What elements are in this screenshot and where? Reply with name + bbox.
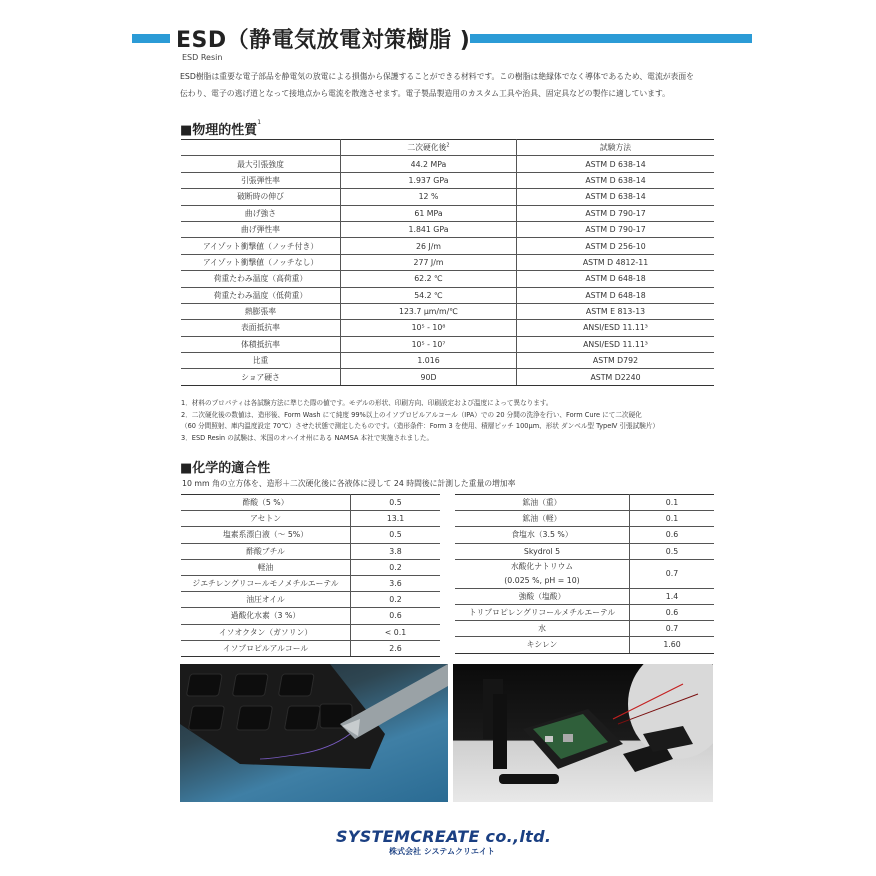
property-name: 曲げ強さ: [181, 205, 341, 221]
weight-gain-value: 1.60: [630, 637, 715, 653]
table-row: [181, 287, 714, 303]
esd-tray-photo: [180, 664, 448, 802]
chemical-name: イソプロピルアルコール: [181, 640, 351, 656]
property-value: 90D: [341, 369, 517, 385]
chemical-table-left: [181, 494, 440, 657]
property-name: 引張弾性率: [181, 172, 341, 188]
company-logo-subtitle: 株式会社 システムクリエイト: [389, 847, 495, 856]
esd-parts-photo: [453, 664, 713, 802]
chemical-name: アセトン: [181, 511, 351, 527]
property-name: 最大引張強度: [181, 156, 341, 172]
intro-paragraph: ESD樹脂は重要な電子部品を静電気の放電による損傷から保護することができる材料です。この樹脂は絶縁体でなく導体であるため、電流が表面を伝わり、電子の逃げ道となって接地点から電流を散逸させます。電子製品製造用のカスタム工具や治具、固定具などの製作に適しています。: [180, 72, 694, 98]
property-value: 10⁵ - 10⁸: [341, 320, 517, 336]
table-row: [181, 156, 714, 172]
weight-gain-value: 3.6: [351, 575, 441, 591]
property-name: 曲げ弾性率: [181, 221, 341, 237]
weight-gain-value: 0.5: [630, 543, 715, 559]
table-row: [455, 588, 714, 604]
company-logo: SYSTEMCREATE co.,ltd.: [336, 827, 552, 846]
physical-properties-heading: ■物理的性質$^1$: [180, 119, 262, 138]
property-value: 277 J/m: [341, 254, 517, 270]
table-row: [181, 303, 714, 319]
property-value: 10⁵ - 10⁷: [341, 336, 517, 352]
property-name: 表面抵抗率: [181, 320, 341, 336]
table-row: [181, 205, 714, 221]
chemical-name: 鉱油（軽）: [455, 511, 630, 527]
table-row: [181, 353, 714, 369]
chemical-name: トリプロピレングリコールメチルエーテル: [455, 604, 630, 620]
table-header-test-method: 試験方法: [517, 140, 715, 156]
table-row: [181, 543, 440, 559]
test-method: ASTM D 638-14: [517, 189, 715, 205]
table-row: [181, 527, 440, 543]
chemical-name: キシレン: [455, 637, 630, 653]
table-row: [181, 172, 714, 188]
property-value: 12 %: [341, 189, 517, 205]
weight-gain-value: < 0.1: [351, 624, 441, 640]
table-header-row: [181, 140, 714, 156]
test-method: ASTM D 790-17: [517, 205, 715, 221]
property-name: 比重: [181, 353, 341, 369]
property-value: 1.841 GPa: [341, 221, 517, 237]
table-row: [181, 575, 440, 591]
weight-gain-value: 0.1: [630, 495, 715, 511]
test-method: ANSI/ESD 11.11³: [517, 320, 715, 336]
weight-gain-value: 2.6: [351, 640, 441, 656]
page-subtitle: ESD Resin: [182, 53, 223, 62]
chemical-description: 10 mm 角の立方体を、造形＋二次硬化後に各液体に浸して 24 時間後に計測した重量の増加率: [182, 479, 516, 488]
title-accent-bar-left: [132, 34, 170, 43]
test-method: ASTM D2240: [517, 369, 715, 385]
property-value: 44.2 MPa: [341, 156, 517, 172]
property-value: 123.7 µm/m/℃: [341, 303, 517, 319]
table-row: [181, 238, 714, 254]
table-row: [181, 592, 440, 608]
chemical-name: 鉱油（重）: [455, 495, 630, 511]
property-value: 54.2 ℃: [341, 287, 517, 303]
chemical-name: 軽油: [181, 559, 351, 575]
title-accent-bar-right: [470, 34, 752, 43]
table-row: [181, 559, 440, 575]
table-row: [181, 608, 440, 624]
footnote: 2．二次硬化後の数値は、造形後、Form Wash にて純度 99%以上のイソプロピルアルコール（IPA）での 20 分間の洗浄を行い、Form Cure にて二次硬化: [181, 410, 642, 419]
chemical-name: 食塩水（3.5 %）: [455, 527, 630, 543]
table-row: [181, 189, 714, 205]
weight-gain-value: 0.2: [351, 592, 441, 608]
table-row: [455, 621, 714, 637]
table-row: [181, 271, 714, 287]
footnote: 1．材料のプロパティは各試験方法に準じた際の値です。モデルの形状、印刷方向、印刷設定および温度によって異なります。: [181, 399, 553, 407]
chemical-name: [455, 559, 630, 588]
table-row: [181, 336, 714, 352]
chemical-name: 強酸（塩酸）: [455, 588, 630, 604]
test-method: ANSI/ESD 11.11³: [517, 336, 715, 352]
table-row: [181, 640, 440, 656]
test-method: ASTM D792: [517, 353, 715, 369]
table-header-after-cure: 二次硬化後$^2$: [341, 140, 517, 156]
table-row: [181, 221, 714, 237]
chemical-name: 塩素系漂白液（～ 5%）: [181, 527, 351, 543]
chemical-name-line: 水酸化ナトリウム: [510, 561, 574, 571]
test-method: ASTM D 4812-11: [517, 254, 715, 270]
footnotes: [181, 398, 721, 444]
esd-tray-illustration: [180, 664, 448, 802]
physical-properties-table: [181, 139, 714, 386]
chemical-name: 油圧オイル: [181, 592, 351, 608]
weight-gain-value: 0.6: [351, 608, 441, 624]
test-method: ASTM D 790-17: [517, 221, 715, 237]
property-value: 61 MPa: [341, 205, 517, 221]
weight-gain-value: 0.6: [630, 604, 715, 620]
property-value: 1.937 GPa: [341, 172, 517, 188]
property-name: 破断時の伸び: [181, 189, 341, 205]
table-row: [181, 254, 714, 270]
chemical-name: 水: [455, 621, 630, 637]
table-row: [455, 495, 714, 511]
test-method: ASTM E 813-13: [517, 303, 715, 319]
test-method: ASTM D 638-14: [517, 156, 715, 172]
chemical-name: Skydrol 5: [455, 543, 630, 559]
test-method: ASTM D 648-18: [517, 287, 715, 303]
weight-gain-value: 0.5: [351, 527, 441, 543]
weight-gain-value: 13.1: [351, 511, 441, 527]
chemical-name: 過酸化水素（3 %）: [181, 608, 351, 624]
chemical-name: ジエチレングリコールモノメチルエーテル: [181, 575, 351, 591]
property-name: 荷重たわみ温度（高荷重）: [181, 271, 341, 287]
property-name: アイゾット衝撃値（ノッチ付き）: [181, 238, 341, 254]
table-row: [181, 511, 440, 527]
table-row: [181, 495, 440, 511]
table-row: [181, 369, 714, 385]
test-method: ASTM D 638-14: [517, 172, 715, 188]
table-row: [181, 320, 714, 336]
chemical-compatibility-heading: ■化学的適合性: [180, 461, 271, 476]
weight-gain-value: 0.5: [351, 495, 441, 511]
test-method: ASTM D 256-10: [517, 238, 715, 254]
chemical-name: イソオクタン（ガソリン）: [181, 624, 351, 640]
weight-gain-value: 0.6: [630, 527, 715, 543]
footnote: 3．ESD Resin の試験は、米国のオハイオ州にある NAMSA 本社で実施されました。: [181, 433, 434, 442]
table-row: [455, 604, 714, 620]
chemical-name: 酢酸（5 %）: [181, 495, 351, 511]
weight-gain-value: 0.7: [630, 621, 715, 637]
chemical-name: 酢酸ブチル: [181, 543, 351, 559]
test-method: ASTM D 648-18: [517, 271, 715, 287]
chemical-name-line: (0.025 %, pH = 10): [504, 575, 580, 585]
weight-gain-value: 0.2: [351, 559, 441, 575]
chemical-table-right: [455, 494, 714, 654]
property-name: ショア硬さ: [181, 369, 341, 385]
weight-gain-value: 1.4: [630, 588, 715, 604]
property-name: 熱膨張率: [181, 303, 341, 319]
property-value: 1.016: [341, 353, 517, 369]
table-row: [455, 559, 714, 588]
table-row: [455, 511, 714, 527]
weight-gain-value: 3.8: [351, 543, 441, 559]
property-value: 62.2 ℃: [341, 271, 517, 287]
weight-gain-value: 0.1: [630, 511, 715, 527]
property-value: 26 J/m: [341, 238, 517, 254]
table-row: [455, 543, 714, 559]
property-name: 荷重たわみ温度（低荷重）: [181, 287, 341, 303]
table-row: [455, 527, 714, 543]
table-row: [455, 637, 714, 653]
table-row: [181, 624, 440, 640]
property-name: 体積抵抗率: [181, 336, 341, 352]
page-title: ESD（静電気放電対策樹脂 ): [176, 28, 471, 53]
footnote: （60 分間照射、庫内温度設定 70℃）させた状態で測定したものです。（造形条件：Form 3 を使用、積層ピッチ 100µm、形状 ダンベル型 TypeⅣ 引張試験片）: [181, 422, 660, 430]
table-header-empty: [181, 140, 341, 156]
property-name: アイゾット衝撃値（ノッチなし）: [181, 254, 341, 270]
esd-parts-illustration: [453, 664, 713, 802]
weight-gain-value: 0.7: [630, 559, 715, 588]
